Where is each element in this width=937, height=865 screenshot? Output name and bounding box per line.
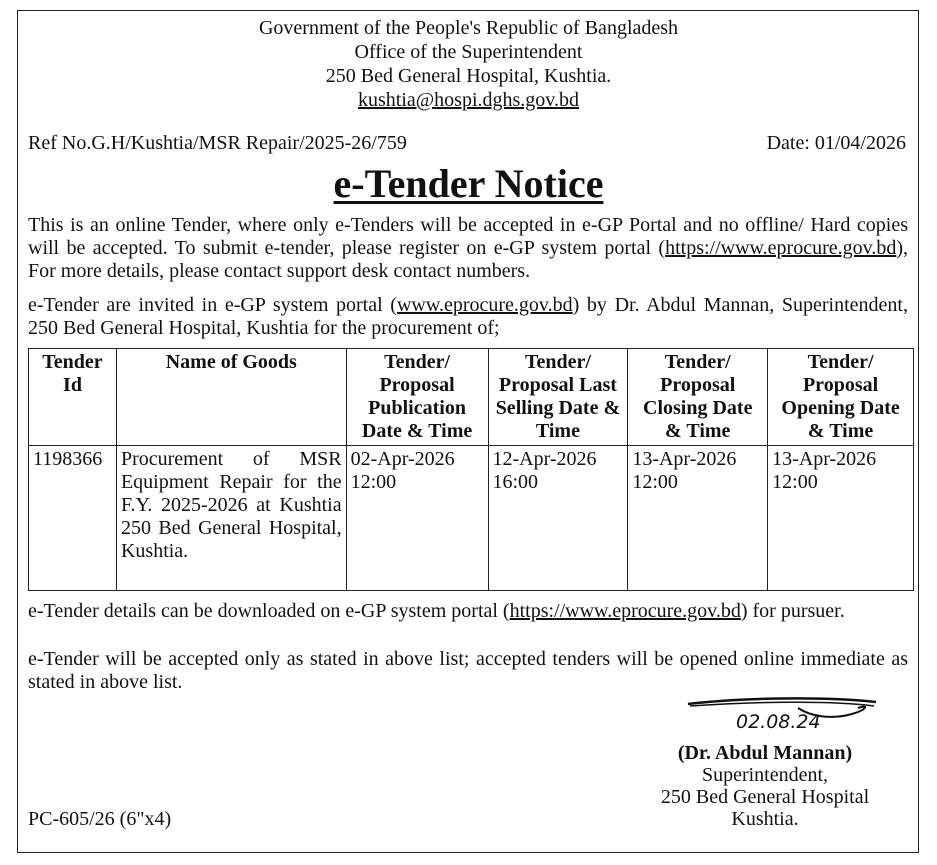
header-hospital: 250 Bed General Hospital, Kushtia.: [325, 65, 612, 87]
col-name-of-goods: Name of Goods: [116, 349, 346, 446]
table-row: [29, 446, 914, 591]
intro-paragraph-1: [28, 214, 908, 283]
signature-date: 02.08.24: [736, 711, 821, 733]
eprocure-link-2[interactable]: www.eprocure.gov.bd: [396, 294, 573, 316]
col-last-selling-date: Tender/ Proposal Last Selling Date & Time: [488, 349, 628, 446]
cell-publication-date: 02-Apr-2026 12:00: [346, 446, 488, 591]
intro1-text-end: ), For more details, please contact support desk contact numbers.: [28, 237, 908, 282]
reference-number: Ref No.G.H/Kushtia/MSR Repair/2025-26/759: [28, 132, 407, 154]
footer-paragraph-2: e-Tender will be accepted only as stated in above list; accepted tenders will be opened online immediate as stated in above list.: [28, 648, 908, 693]
col-tender-id: Tender Id: [29, 349, 117, 446]
intro2-text: e-Tender are invited in e-GP system portal (: [28, 294, 397, 316]
tender-table: [28, 348, 914, 591]
cell-closing-date: 13-Apr-2026 12:00: [628, 446, 768, 591]
cell-name-of-goods: Procurement of MSR Equipment Repair for the F.Y. 2025-2026 at Kushtia 250 Bed General Hospital, Kushtia.: [116, 446, 346, 591]
notice-header: [0, 16, 937, 112]
eprocure-link[interactable]: https://www.eprocure.gov.bd: [665, 237, 897, 259]
notice-title: [0, 160, 937, 208]
cell-last-selling-date: 12-Apr-2026 16:00: [488, 446, 628, 591]
intro-paragraph-2: [28, 294, 908, 340]
signatory-designation: Superintendent,: [701, 764, 829, 786]
footer1-text: e-Tender details can be downloaded on e-GP system portal (: [28, 600, 510, 622]
cell-opening-date: 13-Apr-2026 12:00: [768, 446, 914, 591]
signatory-place: Kushtia.: [731, 808, 799, 830]
col-closing-date: Tender/ Proposal Closing Date & Time: [628, 349, 768, 446]
table-header-row: [29, 349, 914, 446]
col-opening-date: Tender/ Proposal Opening Date & Time: [768, 349, 914, 446]
pc-code: PC-605/26 (6"x4): [28, 808, 172, 830]
signature-scribble-icon: [680, 694, 880, 736]
footer-paragraph-1: [28, 600, 908, 623]
signatory-block: [600, 742, 930, 830]
reference-line: [28, 132, 906, 155]
footer1-text-end: ) for pursuer.: [740, 600, 845, 622]
intro1-text: This is an online Tender, where only e-Tenders will be accepted in e-GP Portal and no offline/ Hard copies will be accepted. To submit e-tender, please register on e-GP system portal (: [28, 214, 908, 259]
notice-title-text: e-Tender Notice: [333, 161, 604, 206]
header-email-link[interactable]: kushtia@hospi.dghs.gov.bd: [357, 89, 579, 111]
header-office: Office of the Superintendent: [354, 41, 583, 63]
cell-tender-id: 1198366: [29, 446, 117, 591]
signatory-name: (Dr. Abdul Mannan): [677, 742, 853, 764]
signatory-organization: 250 Bed General Hospital: [660, 786, 870, 808]
notice-date: Date: 01/04/2026: [766, 132, 906, 154]
col-publication-date: Tender/ Proposal Publication Date & Time: [346, 349, 488, 446]
intro2-text-end: ) by Dr. Abdul Mannan, Superintendent, 250 Bed General Hospital, Kushtia for the procurement of;: [28, 294, 908, 339]
eprocure-link-3[interactable]: https://www.eprocure.gov.bd: [509, 600, 741, 622]
header-government: Government of the People's Republic of Bangladesh: [258, 17, 679, 39]
